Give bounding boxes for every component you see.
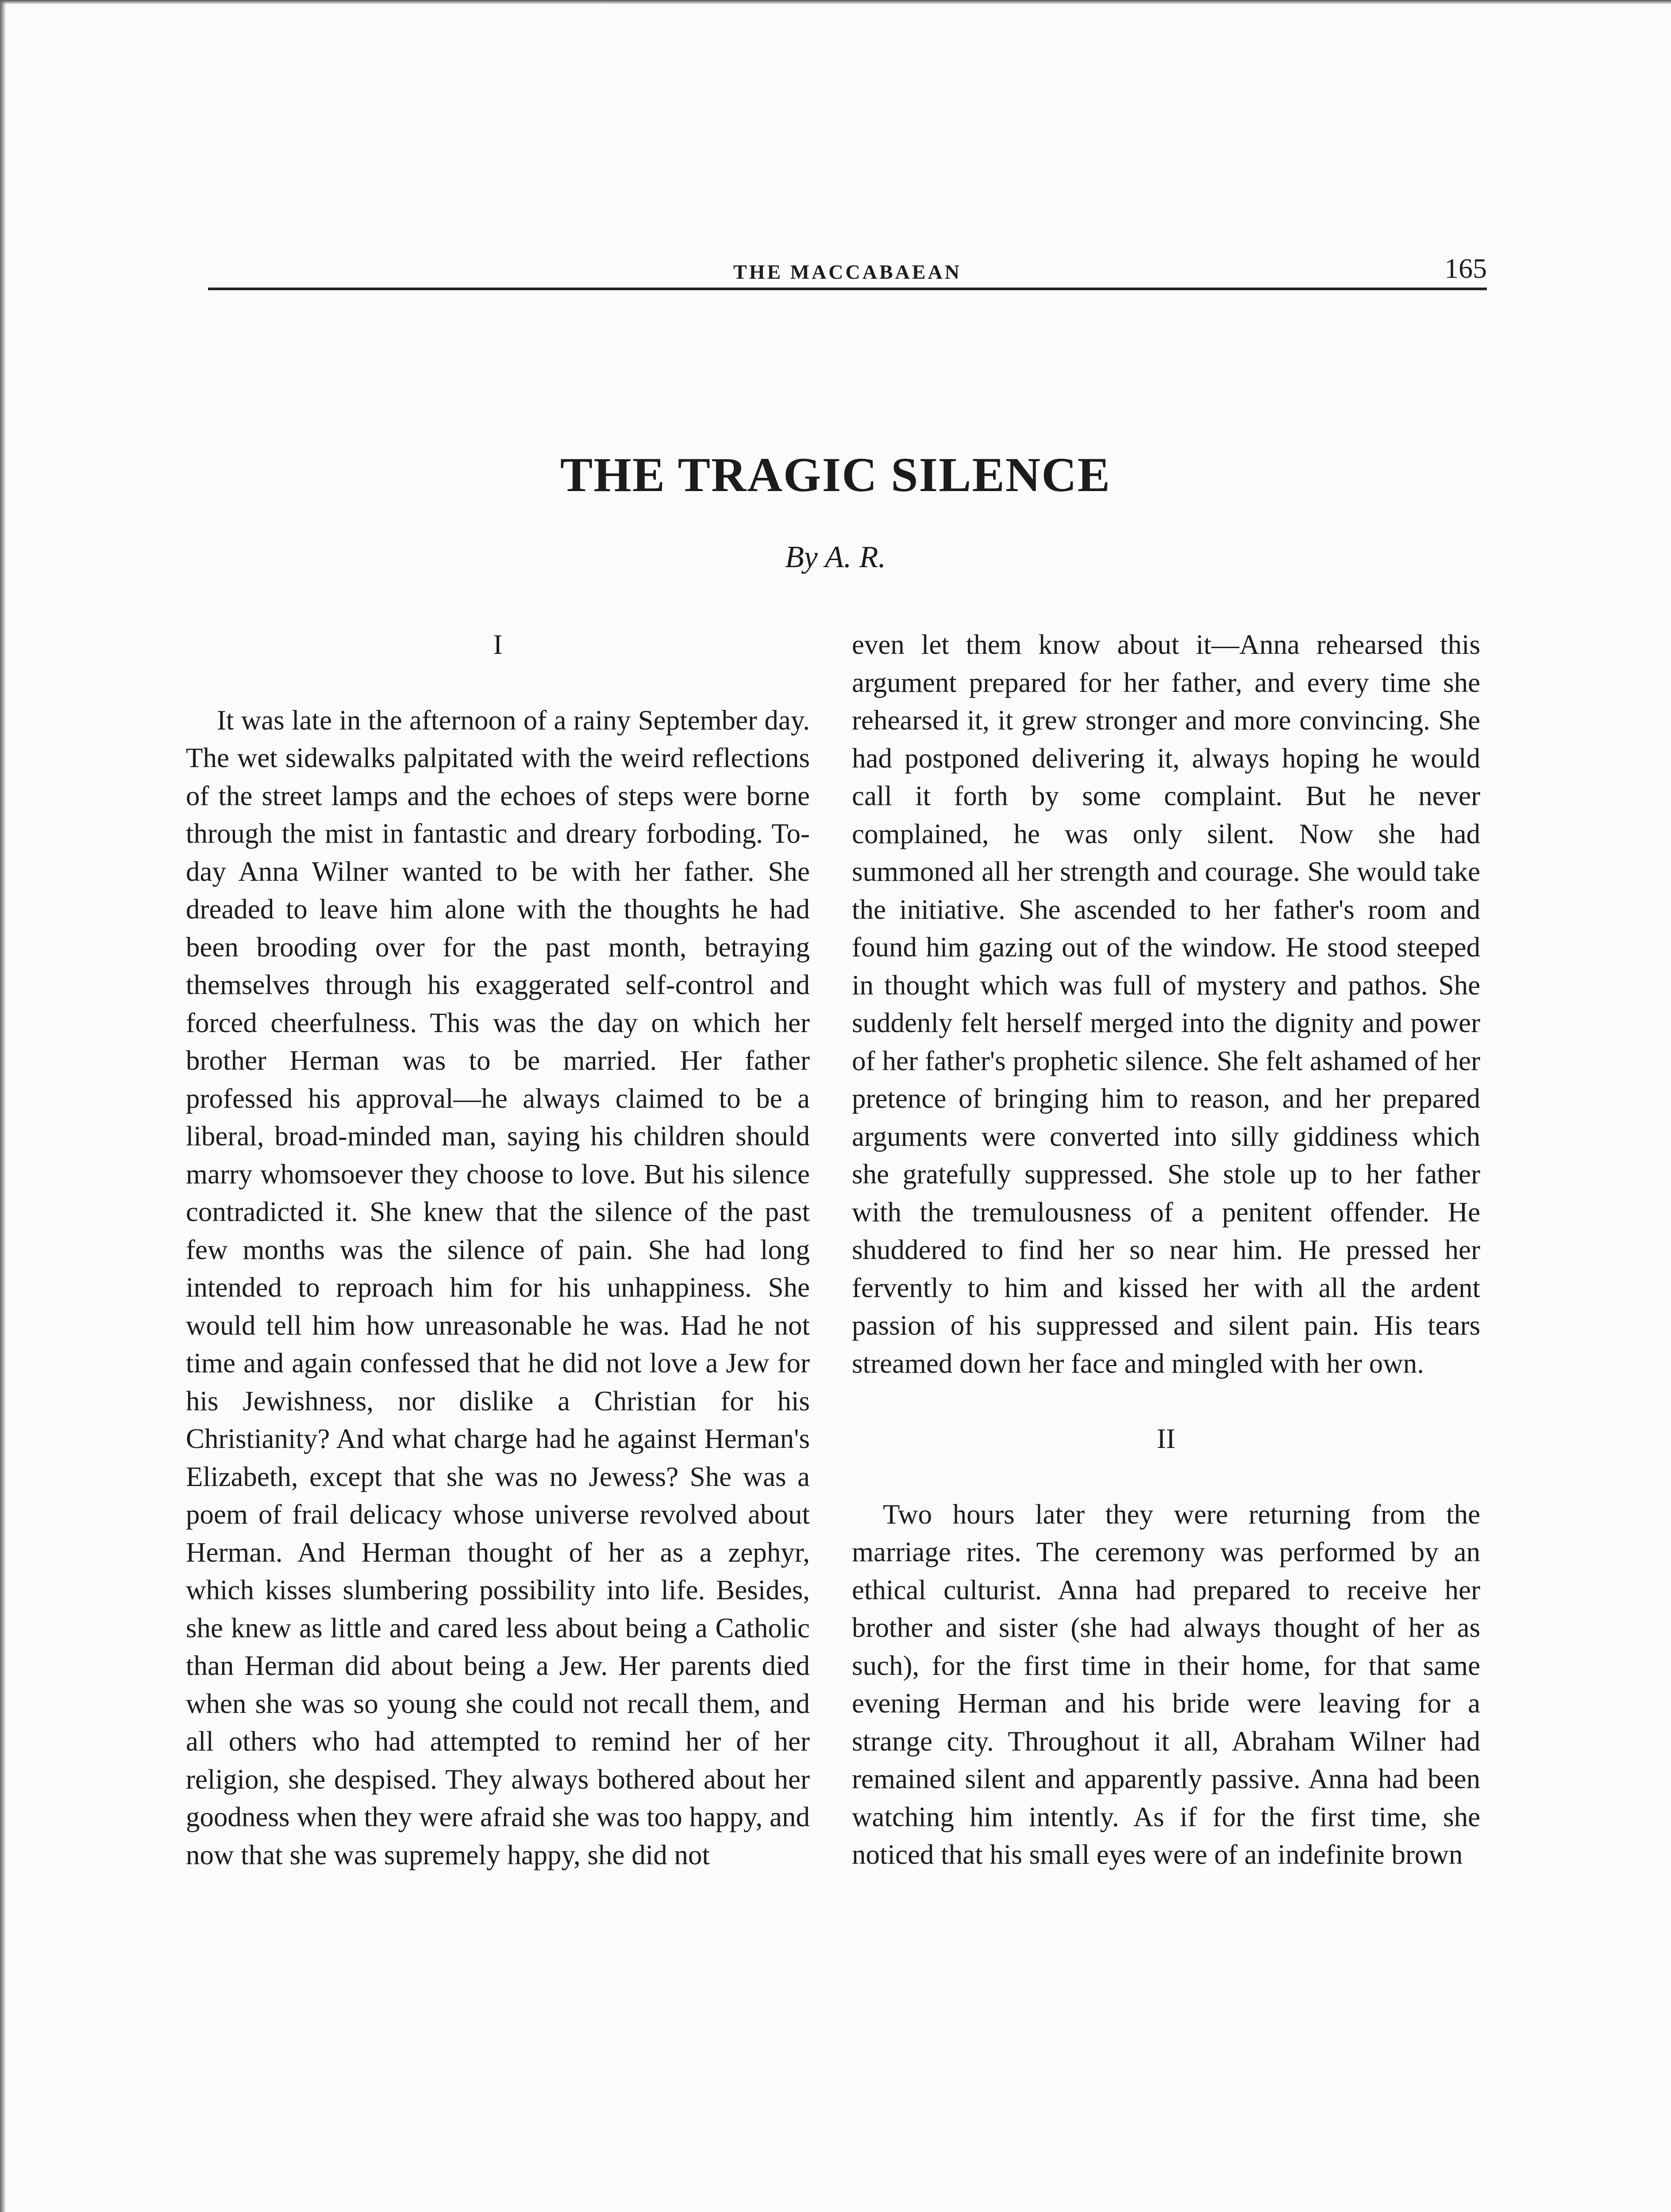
paragraph-1: It was late in the afternoon of a rainy September day. The wet sidewalks palpitated with the weird reflections of the street lamps and the echoes of steps were borne through the mist in fantastic and dreary forboding. To-day Anna Wilner wanted to be with her father. She dreaded to leave him alone with the thoughts he had been brooding over for the past month, betraying themselves through his exaggerated self-control and forced cheerfulness. This was the day on which her brother Herman was to be married. Her father professed his approval—he always claimed to be a liberal, broad-minded man, saying his children should marry whomsoever they choose to love. But his silence contradicted it. She knew that the silence of the past few months was the silence of pain. She had long intended to reproach him for his unhappiness. She would tell him how unreasonable he was. Had he not time and again confessed that he did not love a Jew for his Jewishness, nor dislike a Christian for his Christianity? And what charge had he against Herman's Elizabeth, except that she was no Jewess? She was a poem of frail delicacy whose universe revolved about Herman. And Herman thought of her as a zephyr, which kisses slumbering possibility into life. Besides, she knew as little and cared less about being a Catholic than Herman did about being a Jew. Her parents died when she was so young she could not recall them, and all others who had attempted to remind her of her religion, she despised. They always bothered about her goodness when they were afraid she was too happy, and now that she was supremely happy, she did not (186, 704, 810, 1870)
header-rule (208, 288, 1487, 290)
paragraph-2: Two hours later they were returning from the marriage rites. The ceremony was performed by an ethical culturist. Anna had prepared to receive her brother and sister (she had always thought of her as such), for the first time in their home, for that same evening Herman and his bride were leaving for a strange city. Throughout it all, Abraham Wilner had remained silent and apparently passive. Anna had been watching him intently. As if for the first time, she noticed that his small eyes were of an indefinite brown (852, 1498, 1480, 1870)
page-edge-shadow-left (0, 0, 6, 2212)
right-column (852, 626, 1480, 1874)
section-heading-1: I (493, 629, 503, 660)
page-number: 165 (1444, 253, 1487, 284)
paragraph-1-continued: even let them know about it—Anna rehearsed this argument prepared for her father, and every time she rehearsed it, it grew stronger and more convincing. She had postponed delivering it, always hoping he would call it forth by some complaint. But he never complained, he was only silent. Now she had summoned all her strength and courage. She would take the initiative. She ascended to her father's room and found him gazing out of the window. He stood steeped in thought which was full of mystery and pathos. She suddenly felt herself merged into the dignity and power of her father's prophetic silence. She felt ashamed of her pretence of bringing him to reason, and her prepared arguments were converted into silly giddiness which she gratefully suppressed. She stole up to her father with the tremulousness of a penitent offender. He shuddered to find her so near him. He pressed her fervently to him and kissed her with all the ardent passion of his suppressed and silent pain. His tears streamed down her face and mingled with her own. (852, 629, 1480, 1379)
left-column (186, 626, 810, 1874)
byline: By A. R. (785, 540, 886, 574)
section-heading-2: II (1157, 1423, 1175, 1454)
article-title: THE TRAGIC SILENCE (560, 448, 1111, 502)
journal-title: THE MACCABAEAN (733, 261, 962, 283)
running-head (208, 252, 1487, 288)
page-edge-shadow-top (0, 0, 1671, 4)
